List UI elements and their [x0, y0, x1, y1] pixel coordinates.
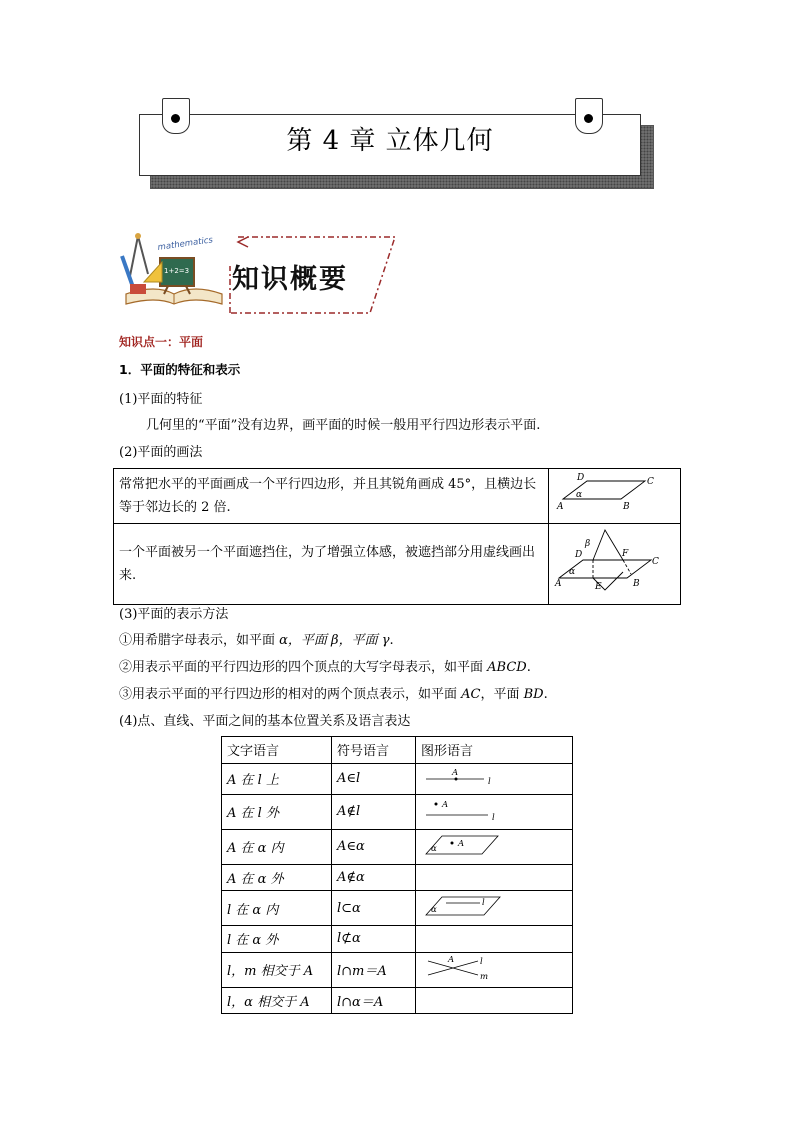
knowledge-point-title: 知识点一：平面 [119, 335, 204, 349]
table-cell-figure [548, 524, 680, 605]
relation-text: l 在 α 内 [222, 891, 332, 926]
table-row [222, 864, 573, 891]
logo-text: mathematics [157, 235, 214, 253]
relation-figure [416, 794, 573, 829]
svg-text:α: α [575, 490, 582, 500]
subheading-representation: (3)平面的表示方法 [119, 607, 229, 622]
subheading-relations: (4)点、直线、平面之间的基本位置关系及语言表达 [119, 714, 411, 729]
relation-figure [416, 864, 573, 891]
table-row [222, 987, 573, 1014]
svg-text:1+2=3: 1+2=3 [164, 267, 190, 275]
point-on-line-figure [416, 764, 572, 790]
table-cell-text: 一个平面被另一个平面遮挡住，为了增强立体感，被遮挡部分用虚线画出来. [114, 524, 549, 605]
svg-text:β: β [584, 539, 591, 549]
relation-table [221, 736, 573, 1014]
subheading-drawing: (2)平面的画法 [119, 445, 203, 460]
relation-text: l 在 α 外 [222, 926, 332, 953]
relation-figure [416, 987, 573, 1014]
table-row [114, 469, 681, 524]
point-off-line-figure [416, 795, 572, 825]
svg-text:B: B [632, 579, 640, 589]
chapter-title: 第 4 章 立体几何 [286, 126, 494, 156]
overview-title: 知识概要 [232, 264, 348, 295]
relation-symbol: A∈l [332, 763, 416, 794]
relation-text: A 在 l 上 [222, 763, 332, 794]
table-row [222, 794, 573, 829]
math-illustration-icon [118, 228, 230, 312]
plane-features-text: 几何里的“平面”没有边界，画平面的时候一般用平行四边形表示平面. [146, 418, 541, 433]
relation-symbol: l∩α＝A [332, 987, 416, 1014]
table-row [222, 926, 573, 953]
svg-text:E: E [594, 582, 602, 592]
relation-symbol: A∉l [332, 794, 416, 829]
table-cell-figure [548, 469, 680, 524]
svg-text:F: F [621, 549, 629, 559]
column-header: 图形语言 [416, 737, 573, 764]
svg-text:B: B [622, 502, 630, 512]
relation-text: A 在 α 外 [222, 864, 332, 891]
svg-text:A: A [442, 799, 449, 810]
relation-text: l，α 相交于 A [222, 987, 332, 1014]
svg-text:A: A [458, 838, 465, 849]
table-row [222, 952, 573, 987]
subheading-features: (1)平面的特征 [119, 392, 203, 407]
svg-text:D: D [574, 550, 583, 560]
representation-item-3: ③用表示平面的平行四边形的相对的两个顶点表示，如平面 AC，平面 BD. [119, 687, 548, 702]
representation-item-2: ②用表示平面的平行四边形的四个顶点的大写字母表示，如平面 ABCD. [119, 660, 531, 675]
relation-symbol: l⊂α [332, 891, 416, 926]
column-header: 文字语言 [222, 737, 332, 764]
parallelogram-figure [549, 469, 679, 515]
svg-text:α: α [568, 567, 575, 577]
svg-text:l: l [492, 812, 495, 823]
relation-symbol: A∈α [332, 829, 416, 864]
relation-text: A 在 α 内 [222, 829, 332, 864]
svg-text:A: A [452, 767, 459, 778]
svg-text:m: m [480, 971, 489, 982]
svg-text:l: l [480, 956, 483, 967]
relation-text: A 在 l 外 [222, 794, 332, 829]
table-row [222, 891, 573, 926]
plane-drawing-table [113, 468, 681, 605]
table-row [114, 524, 681, 605]
line-in-plane-figure [416, 891, 572, 921]
svg-text:C: C [646, 477, 654, 487]
relation-symbol: l⊄α [332, 926, 416, 953]
table-header-row [222, 737, 573, 764]
svg-text:A: A [554, 579, 562, 589]
relation-symbol: A∉α [332, 864, 416, 891]
relation-figure [416, 763, 573, 794]
svg-text:l: l [482, 898, 485, 908]
table-row [222, 763, 573, 794]
table-cell-text: 常常把水平的平面画成一个平行四边形，并且其锐角画成 45°，且横边长等于邻边长的 2 倍. [114, 469, 549, 524]
table-row [222, 829, 573, 864]
svg-text:α: α [431, 843, 437, 854]
representation-item-1: ①用希腊字母表示，如平面 α，平面 β，平面 γ. [119, 633, 394, 648]
svg-text:A: A [448, 954, 455, 965]
svg-text:α: α [431, 905, 437, 915]
intersecting-lines-figure [416, 953, 572, 983]
relation-figure [416, 891, 573, 926]
column-header: 符号语言 [332, 737, 416, 764]
relation-symbol: l∩m＝A [332, 952, 416, 987]
relation-figure [416, 952, 573, 987]
relation-figure [416, 829, 573, 864]
svg-text:D: D [576, 473, 585, 483]
relation-figure [416, 926, 573, 953]
relation-text: l，m 相交于 A [222, 952, 332, 987]
occluded-planes-figure [549, 524, 679, 596]
svg-text:l: l [488, 776, 491, 787]
point-in-plane-figure [416, 830, 572, 860]
svg-text:C: C [651, 557, 659, 567]
svg-text:A: A [556, 502, 564, 512]
section-heading: 1．平面的特征和表示 [119, 362, 241, 377]
